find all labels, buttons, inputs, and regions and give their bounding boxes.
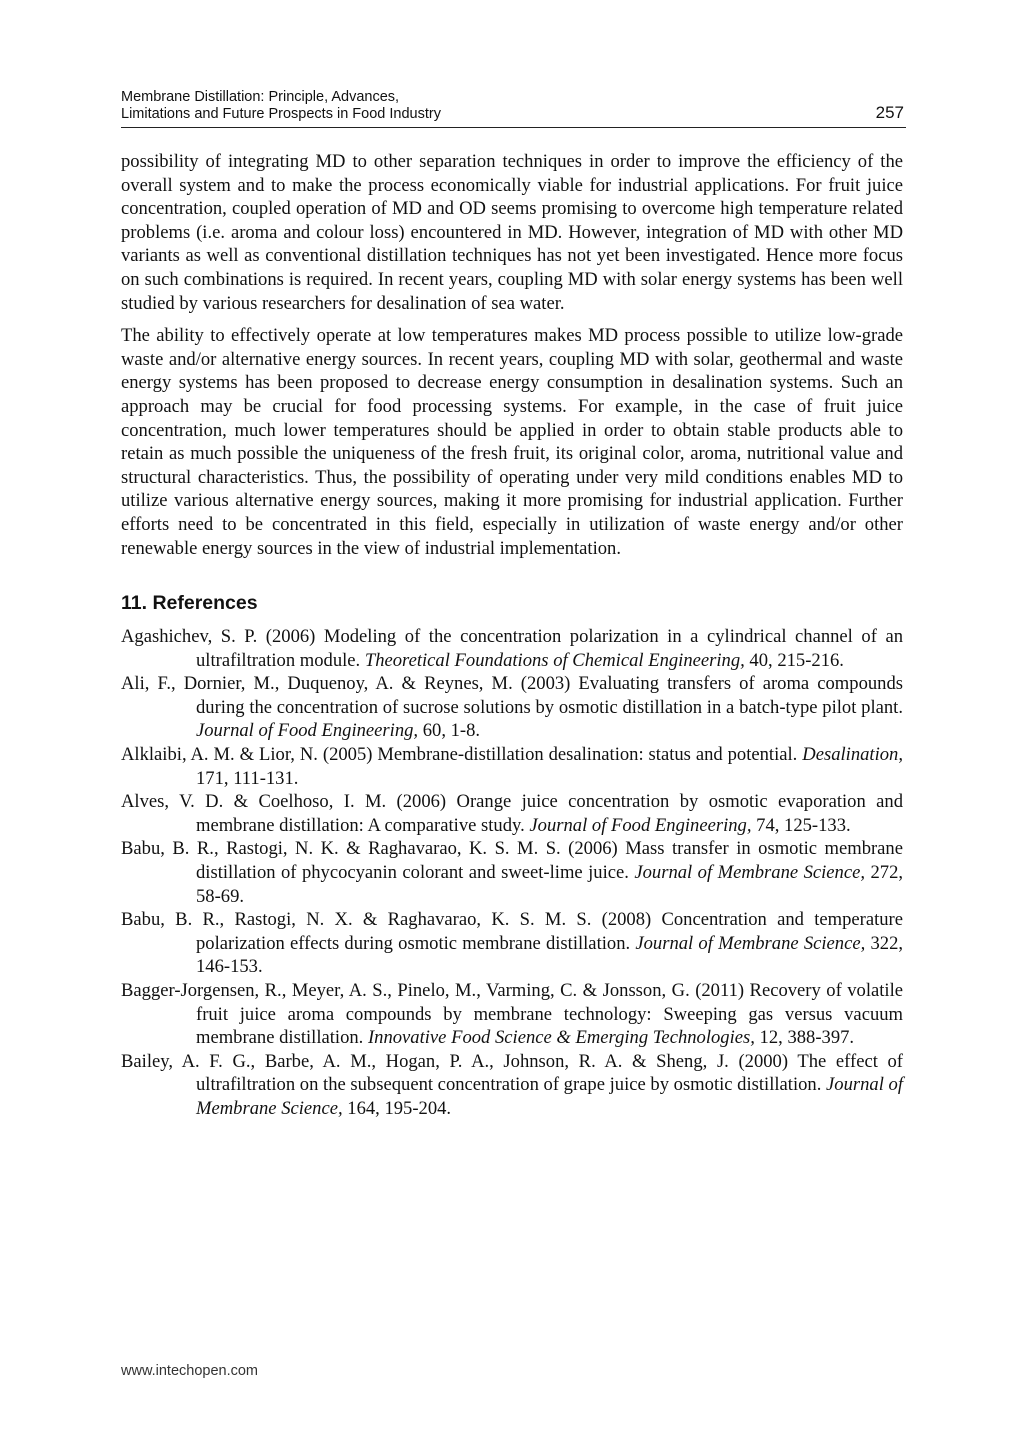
reference-source: Journal of Food Engineering, xyxy=(196,720,419,742)
reference-text: Bagger-Jorgensen, R., Meyer, A. S., Pinelo, M., Varming, C. & Jonsson, G. (2011) Recovery of volatile fruit juice aroma compounds by membrane technology: Sweeping gas versus vacuum membrane distillation. xyxy=(121,980,903,1049)
reference-item xyxy=(121,837,903,908)
page-content xyxy=(121,150,903,1121)
reference-source: Innovative Food Science & Emerging Technologies, xyxy=(367,1027,755,1049)
reference-text: Babu, B. R., Rastogi, N. X. & Raghavarao, K. S. M. S. (2008) Concentration and temperature polarization effects during osmotic membrane distillation. xyxy=(121,909,903,954)
header-title-line-1: Membrane Distillation: Principle, Advances, xyxy=(121,89,400,105)
reference-text: Ali, F., Dornier, M., Duquenoy, A. & Reynes, M. (2003) Evaluating transfers of aroma compounds during the concentration of sucrose solutions by osmotic distillation in a batch-type pilot plant. xyxy=(121,673,903,718)
reference-text: Babu, B. R., Rastogi, N. K. & Raghavarao, K. S. M. S. (2006) Mass transfer in osmotic membrane distillation of phycocyanin colorant and sweet-lime juice. xyxy=(121,838,903,884)
reference-item xyxy=(121,625,903,672)
reference-list xyxy=(121,625,903,1120)
body-paragraph-1: possibility of integrating MD to other separation techniques in order to improve the efficiency of the overall system and to make the process economically viable for industrial applications. For fruit juice concentration, coupled operation of MD and OD seems promising to overcome high temperature related problems (i.e. aroma and colour loss) encountered in MD. However, integration of MD with other MD variants as well as conventional distillation techniques has not yet been investigated. Hence more focus on such combinations is required. In recent years, coupling MD with solar energy systems has been well studied by various researchers for desalination of sea water. xyxy=(121,151,903,314)
reference-text: Agashichev, S. P. (2006) Modeling of the concentration polarization in a cylindrical channel of an ultrafiltration module. xyxy=(121,626,903,671)
reference-source: Journal of Membrane Science, xyxy=(196,1074,903,1119)
reference-source: Journal of Membrane Science, xyxy=(635,932,866,954)
reference-details: 40, 215-216. xyxy=(744,649,844,671)
reference-item xyxy=(121,790,903,837)
reference-item xyxy=(121,743,903,790)
reference-item xyxy=(121,672,903,743)
references-heading: 11. References xyxy=(121,592,258,615)
body-paragraph-2: The ability to effectively operate at low temperatures makes MD process possible to utilize low-grade waste and/or alternative energy sources. In recent years, coupling MD with solar, geothermal and waste energy systems has been proposed to decrease energy consumption in desalination systems. Such an approach may be crucial for food processing systems. For example, in the case of fruit juice concentration, much lower temperatures should be applied in order to obtain stable products able to retain as much possible the uniqueness of the fresh fruit, its original color, aroma, nutritional value and structural characteristics. Thus, the possibility of operating under very mild conditions enables MD to utilize various alternative energy sources, making it more promising for industrial application. Further efforts need to be concentrated in this field, especially in utilization of waste energy and/or other renewable energy sources in the view of industrial implementation. xyxy=(121,325,903,559)
header-title-line-2: Limitations and Future Prospects in Food Industry xyxy=(121,106,441,122)
reference-details: 272, 58-69. xyxy=(196,862,904,907)
running-header xyxy=(121,89,906,128)
reference-source: Journal of Food Engineering, xyxy=(529,814,752,836)
reference-details: 12, 388-397. xyxy=(754,1027,855,1049)
reference-details: 322, 146-153. xyxy=(196,932,904,978)
reference-item xyxy=(121,979,903,1050)
reference-text: Alves, V. D. & Coelhoso, I. M. (2006) Orange juice concentration by osmotic evaporation and membrane distillation: A comparative study. xyxy=(121,791,903,836)
page-number: 257 xyxy=(875,103,904,122)
reference-text: Alklaibi, A. M. & Lior, N. (2005) Membrane-distillation desalination: status and potential. xyxy=(121,744,803,766)
reference-details: 171, 111-131. xyxy=(196,767,299,789)
reference-source: Journal of Membrane Science, xyxy=(634,862,866,884)
reference-details: 60, 1-8. xyxy=(418,720,481,742)
footer-url: www.intechopen.com xyxy=(121,1363,259,1379)
reference-details: 164, 195-204. xyxy=(342,1097,452,1119)
reference-source: Desalination, xyxy=(802,744,903,766)
reference-text: Bailey, A. F. G., Barbe, A. M., Hogan, P. A., Johnson, R. A. & Sheng, J. (2000) The effect of ultrafiltration on the subsequent concentration of grape juice by osmotic distillation. xyxy=(121,1050,903,1096)
reference-details: 74, 125-133. xyxy=(751,814,851,836)
reference-item xyxy=(121,908,903,979)
reference-source: Theoretical Foundations of Chemical Engineering, xyxy=(364,649,745,671)
reference-item xyxy=(121,1050,903,1121)
